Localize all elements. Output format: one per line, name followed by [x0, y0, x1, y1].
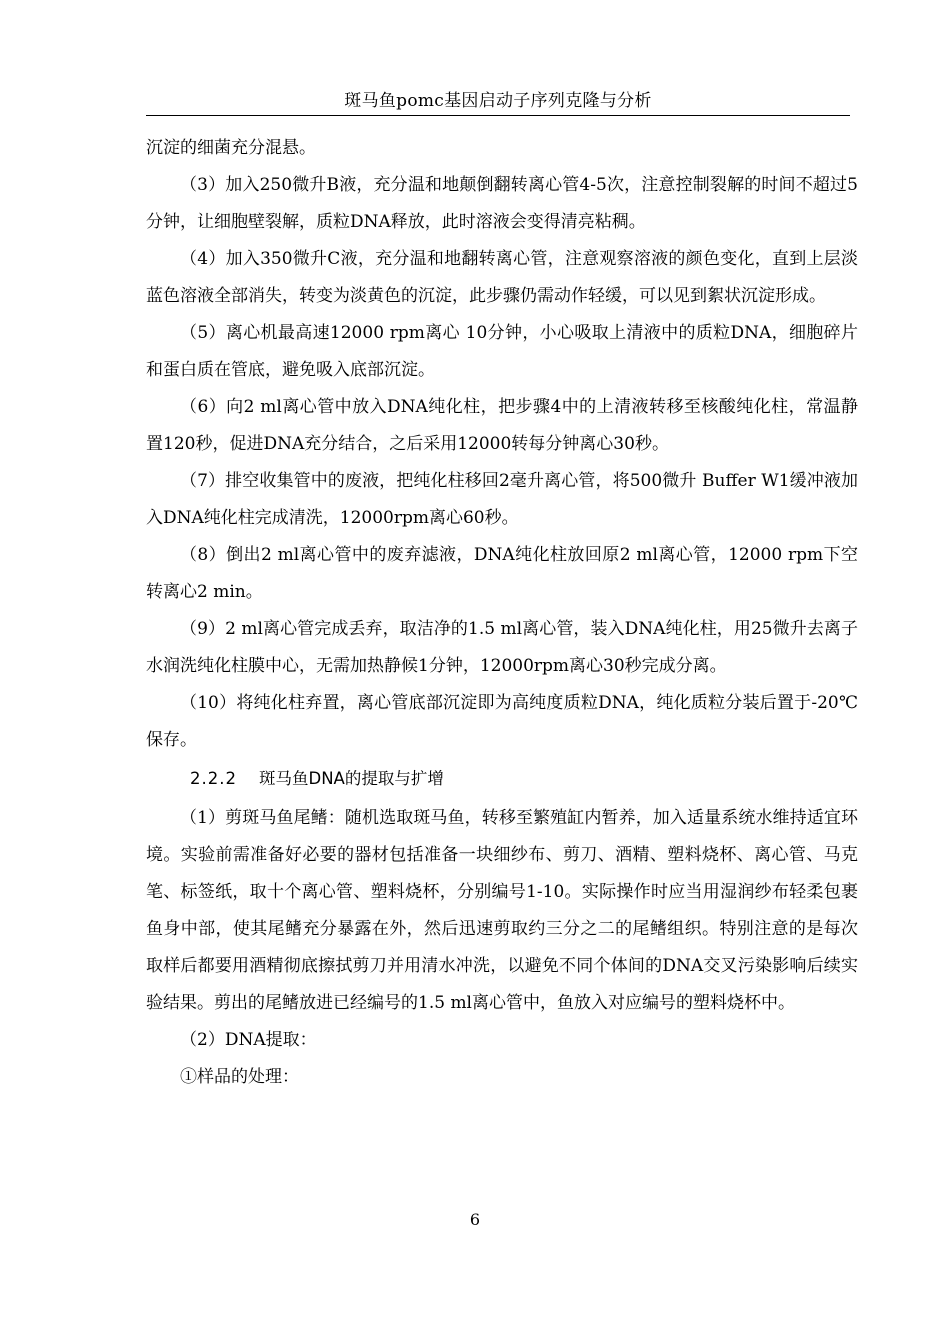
section-number: 2.2.2 [190, 769, 237, 788]
paragraph-dna-extraction: （2）DNA提取： [180, 1030, 317, 1050]
paragraph-step-10: （10）将纯化柱弃置，离心管底部沉淀即为高纯度质粒DNA，纯化质粒分装后置于-20℃保存。 [146, 693, 858, 750]
section-title: 斑马鱼DNA的提取与扩增 [258, 769, 444, 788]
paragraph-fin-clipping: （1）剪斑马鱼尾鳍：随机选取斑马鱼，转移至繁殖缸内暂养，加入适量系统水维持适宜环境。实验前需准备好必要的器材包括准备一块细纱布、剪刀、酒精、塑料烧杯、离心管、马克笔、标签纸，取十个离心管、塑料烧杯，分别编号1-10。实际操作时应当用湿润纱布轻柔包裹鱼身中部，使其尾鳍充分暴露在外，然后迅速剪取约三分之二的尾鳍组织。特别注意的是每次取样后都要用酒精彻底擦拭剪刀并用清水冲洗，以避免不同个体间的DNA交叉污染影响后续实验结果。剪出的尾鳍放进已经编号的1.5 ml离心管中，鱼放入对应编号的塑料烧杯中。 [146, 808, 858, 1013]
body-text [146, 130, 858, 1096]
paragraph-step-5: （5）离心机最高速12000 rpm离心 10分钟，小心吸取上清液中的质粒DNA，细胞碎片和蛋白质在管底，避免吸入底部沉淀。 [146, 323, 858, 380]
paragraph-continuation: 沉淀的细菌充分混悬。 [146, 138, 316, 158]
paragraph-step-4: （4）加入350微升C液，充分温和地翻转离心管，注意观察溶液的颜色变化，直到上层淡蓝色溶液全部消失，转变为淡黄色的沉淀，此步骤仍需动作轻缓，可以见到絮状沉淀形成。 [146, 249, 858, 306]
header-rule [146, 115, 850, 116]
paragraph-step-7: （7）排空收集管中的废液，把纯化柱移回2毫升离心管，将500微升 Buffer W1缓冲液加入DNA纯化柱完成清洗，12000rpm离心60秒。 [146, 471, 858, 528]
paragraph-step-6: （6）向2 ml离心管中放入DNA纯化柱，把步骤4中的上清液转移至核酸纯化柱，常温静置120秒，促进DNA充分结合，之后采用12000转每分钟离心30秒。 [146, 397, 858, 454]
section-heading [146, 760, 858, 797]
page-number: 6 [469, 1210, 481, 1229]
paragraph-step-9: （9）2 ml离心管完成丢弃，取洁净的1.5 ml离心管，装入DNA纯化柱，用25微升去离子水润洗纯化柱膜中心，无需加热静候1分钟，12000rpm离心30秒完成分离。 [146, 619, 858, 676]
paragraph-step-8: （8）倒出2 ml离心管中的废弃滤液，DNA纯化柱放回原2 ml离心管，12000 rpm下空转离心2 min。 [146, 545, 858, 602]
running-header: 斑马鱼pomc基因启动子序列克隆与分析 [344, 91, 652, 111]
paragraph-sample-processing: ①样品的处理： [180, 1067, 299, 1087]
paragraph-step-3: （3）加入250微升B液，充分温和地颠倒翻转离心管4-5次，注意控制裂解的时间不超过5分钟，让细胞壁裂解，质粒DNA释放，此时溶液会变得清亮粘稠。 [146, 175, 858, 232]
